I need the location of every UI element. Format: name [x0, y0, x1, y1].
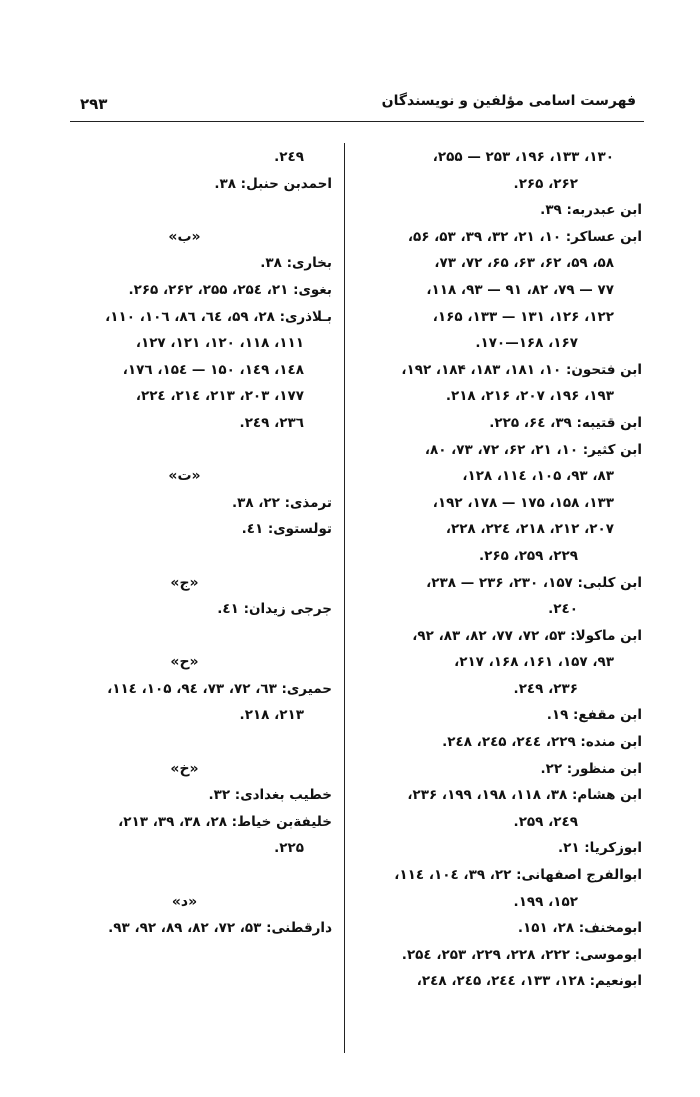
index-entry-line: ابوموسی: ۲۲۲، ۲۲۸، ۲۲۹، ۲۵۳، ۲۵٤.: [401, 946, 642, 963]
index-entry-line: بخاری: ۳۸.: [260, 255, 332, 272]
index-entry-line: ۲٤۰.: [548, 601, 578, 618]
index-entry-line: ابونعیم: ۱۲۸، ۱۳۳، ۲٤٤، ۲٤۵، ۲٤۸،: [416, 973, 642, 990]
index-column-left: [37, 144, 332, 942]
index-entry-line: ابن مقفع: ۱۹.: [546, 707, 642, 724]
index-entry-line: ۷۷ — ۷۹، ۸۲، ۹۱ — ۹۳، ۱۱۸،: [426, 281, 614, 298]
index-entry-line: ۲۰۷، ۲۱۲، ۲۱۸، ۲۲٤، ۲۲۸،: [445, 521, 614, 538]
index-entry-line: ۲۱۳، ۲۱۸.: [239, 707, 304, 724]
index-entry-line: ۱۹۳، ۱۹۶، ۲۰۷، ۲۱۶، ۲۱۸.: [445, 388, 614, 405]
index-entry-line: ابومخنف: ۲۸، ۱۵۱.: [517, 920, 642, 937]
index-entry-line: ۹۳، ۱۵۷، ۱۶۱، ۱۶۸، ۲۱۷،: [454, 654, 614, 671]
index-entry-line: ۲۶۲، ۲۶۵.: [513, 175, 578, 192]
index-entry-line: ۱۷۷، ۲۰۳، ۲۱۳، ۲۱٤، ۲۲٤،: [135, 388, 304, 405]
index-entry-line: ۲٤۹، ۲۵۹.: [513, 813, 578, 830]
index-entry-line: ابن منده: ۲۲۹، ۲٤٤، ۲٤۵، ۲٤۸.: [442, 734, 642, 751]
index-entry-line: ابن عساکر: ۱۰، ۲۱، ۳۲، ۳۹، ۵۳، ۵۶،: [407, 228, 642, 245]
index-entry-line: ابوزکریا: ۲۱.: [557, 840, 642, 857]
index-entry-line: بـلاذری: ۲۸، ۵۹، ٦٤، ۸٦، ۱۰٦، ۱۱۰،: [105, 308, 332, 325]
index-entry-line: ابن کثیر: ۱۰، ۲۱، ۶۲، ۷۲، ۷۳، ۸۰،: [424, 441, 642, 458]
index-entry-line: ۱۳۰، ۱۳۳، ۱۹۶، ۲۵۳ — ۲۵۵،: [432, 149, 614, 165]
index-entry-line: ۱۲۲، ۱۲۶، ۱۳۱ — ۱۳۳، ۱۶۵،: [432, 308, 614, 325]
index-entry-line: ابوالفرج اصفهانی: ۲۲، ۳۹، ۱۰٤، ۱۱٤،: [394, 867, 642, 884]
section-letter-heading: «ب»: [168, 228, 201, 245]
index-column-right: [366, 144, 642, 995]
index-entry-line: ۲٤۹.: [274, 149, 304, 165]
index-entry-line: جرجی زیدان: ٤۱.: [217, 601, 332, 618]
index-entry-line: ۵۸، ۵۹، ۶۲، ۶۳، ۶۵، ۷۲، ۷۳،: [434, 255, 614, 272]
index-entry-line: ابن قتیبه: ۳۹، ۶٤، ۲۲۵.: [489, 414, 642, 431]
section-letter-heading: «د»: [171, 893, 198, 910]
index-entry-line: ترمذی: ۲۲، ۳۸.: [231, 494, 332, 511]
index-entry-line: ۱۳۳، ۱۵۸، ۱۷۵ — ۱۷۸، ۱۹۲،: [432, 494, 614, 511]
spacer: [37, 437, 332, 464]
column-rule: [344, 143, 345, 1053]
spacer: [37, 729, 332, 756]
index-entry-line: خلیفةبن خیاط: ۲۸، ۳۸، ۳۹، ۲۱۳،: [118, 813, 332, 830]
index-entry-line: خطیب بغدادی: ۳۲.: [208, 787, 332, 804]
index-entry-line: احمدبن حنبل: ۳۸.: [214, 175, 332, 192]
section-letter-heading: «ح»: [170, 654, 199, 671]
index-entry-line: ابن هشام: ۳۸، ۱۱۸، ۱۹۸، ۱۹۹، ۲۳۶،: [407, 787, 642, 804]
spacer: [37, 862, 332, 889]
spacer: [37, 197, 332, 224]
page-number: ۲۹۳: [80, 95, 108, 113]
index-entry-line: ۱٤۸، ۱٤۹، ۱۵۰ — ۱۵٤، ۱۷٦،: [122, 361, 304, 378]
running-title: فهرست اسامی مؤلفین و نویسندگان: [381, 93, 636, 109]
index-entry-line: دارقطنی: ۵۳، ۷۲، ۸۲، ۸۹، ۹۲، ۹۳.: [108, 920, 332, 937]
index-entry-line: حمیری: ٦۳، ۷۲، ۷۳، ۹٤، ۱۰۵، ۱۱٤،: [107, 680, 332, 697]
index-entry-line: ۲۲۵.: [274, 840, 304, 857]
index-entry-line: ۲۳۶، ۲٤۹.: [513, 680, 578, 697]
index-entry-line: ۲۳٦، ۲٤۹.: [239, 414, 304, 431]
index-entry-line: ۸۳، ۹۳، ۱۰۵، ۱۱٤، ۱۲۸،: [462, 468, 614, 485]
spacer: [37, 623, 332, 650]
index-entry-line: بغوی: ۲۱، ۲۵٤، ۲۵۵، ۲۶۲، ۲۶۵.: [128, 281, 332, 298]
index-entry-line: ابن ماکولا: ۵۳، ۷۲، ۷۷، ۸۲، ۸۳، ۹۲،: [412, 627, 642, 644]
index-entry-line: تولستوی: ٤۱.: [241, 521, 332, 538]
index-entry-line: ۱۱۱، ۱۱۸، ۱۲۰، ۱۲۱، ۱۲۷،: [135, 335, 304, 352]
index-entry-line: ۱۵۲، ۱۹۹.: [513, 893, 578, 910]
index-entry-line: ابن منظور: ۲۲.: [540, 760, 642, 777]
index-entry-line: ۲۲۹، ۲۵۹، ۲۶۵.: [478, 547, 578, 564]
section-letter-heading: «ت»: [168, 468, 201, 485]
spacer: [37, 543, 332, 570]
section-letter-heading: «خ»: [170, 760, 199, 777]
index-entry-line: ۱۶۷، ۱۶۸—۱۷۰.: [475, 335, 578, 352]
index-entry-line: ابن فتحون: ۱۰، ۱۸۱، ۱۸۳، ۱۸۴، ۱۹۲،: [401, 361, 642, 378]
index-entry-line: ابن عبدربه: ۳۹.: [540, 202, 642, 219]
header-rule: [70, 121, 644, 122]
index-entry-line: ابن کلبی: ۱۵۷، ۲۳۰، ۲۳۶ — ۲۳۸،: [426, 574, 642, 591]
section-letter-heading: «ج»: [170, 574, 199, 591]
